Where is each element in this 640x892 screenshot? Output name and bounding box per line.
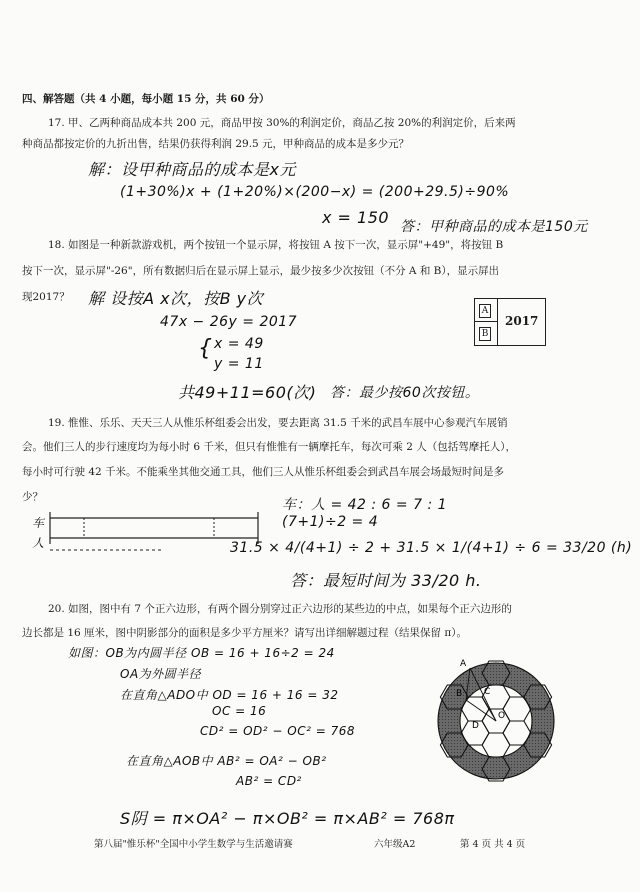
button-b: B bbox=[479, 327, 491, 341]
car-label: 车 bbox=[32, 516, 45, 530]
q20-solution-5: CD² = OD² − OC² = 768 bbox=[200, 724, 356, 738]
q18-solution-1: 解 设按A x次，按B y次 bbox=[88, 289, 264, 308]
q20-solution-7: AB² = CD² bbox=[236, 774, 302, 788]
person-label: 人 bbox=[32, 536, 45, 550]
brace: { bbox=[198, 336, 213, 361]
q20-line-1: 20. 如图，图中有 7 个正六边形，有两个圆分别穿过正六边形的某些边的中点，如果每个正六边形的 bbox=[48, 603, 512, 615]
q19-solution-3: 31.5 × 4/(4+1) ÷ 2 + 31.5 × 1/(4+1) ÷ 6 = 33/20 (h) bbox=[230, 540, 633, 556]
q17-solution-3: x = 150 bbox=[322, 208, 390, 227]
footer-grade: 六年级A2 bbox=[374, 839, 416, 850]
q20-solution-3: 在直角△ADO中 OD = 16 + 16 = 32 bbox=[120, 688, 339, 702]
label-d: D bbox=[472, 721, 479, 731]
device-button-divider bbox=[475, 321, 497, 322]
q20-line-2: 边长都是 16 厘米，图中阴影部分的面积是多少平方厘米？请写出详细解题过程（结果保留 π）。 bbox=[22, 627, 468, 639]
q18-solution-4: y = 11 bbox=[214, 356, 264, 372]
q18-solution-2: 47x − 26y = 2017 bbox=[160, 314, 298, 330]
footer-page: 第 4 页 共 4 页 bbox=[460, 839, 526, 850]
q20-solution-2: OA为外圆半径 bbox=[120, 667, 202, 681]
q19-line-4: 少？ bbox=[22, 491, 43, 503]
q17-line-1: 17. 甲、乙两种商品成本共 200 元，商品甲按 30%的利润定价，商品乙按 20%的利润定价，后来两 bbox=[48, 117, 516, 129]
hexagon-circles-figure bbox=[426, 652, 566, 790]
q19-answer: 答：最短时间为 33/20 h. bbox=[290, 571, 482, 590]
section-title: 四、解答题（共 4 小题，每小题 15 分，共 60 分） bbox=[22, 93, 270, 105]
q19-line-2: 会。他们三人的步行速度均为每小时 6 千米，但只有惟惟有一辆摩托车，每次可乘 2 人（包括驾摩托人）， bbox=[22, 441, 516, 453]
q17-solution-1: 解：设甲种商品的成本是x元 bbox=[88, 160, 296, 179]
device-divider bbox=[497, 299, 498, 345]
q17-solution-2: (1+30%)x + (1+20%)×(200−x) = (200+29.5)÷90% bbox=[120, 184, 510, 200]
q17-line-2: 种商品都按定价的九折出售，结果仍获得利润 29.5 元，甲种商品的成本是多少元？ bbox=[22, 138, 410, 150]
game-device bbox=[474, 298, 546, 346]
label-a: A bbox=[460, 659, 467, 669]
label-b: B bbox=[456, 689, 463, 699]
footer-title: 第八届"惟乐杯"全国中小学生数学与生活邀请赛 bbox=[94, 839, 293, 850]
q18-line-3: 现2017？ bbox=[22, 291, 70, 303]
q20-solution-8: S阴 = π×OA² − π×OB² = π×AB² = 768π bbox=[120, 809, 455, 828]
q18-line-2: 按下一次，显示屏"-26"，所有数据归后在显示屏上显示，最少按多少次按钮（不分 A 和 B），显示屏出 bbox=[22, 265, 500, 277]
q19-solution-2: (7+1)÷2 = 4 bbox=[282, 514, 379, 530]
q18-solution-5: 共49+11=60(次) bbox=[178, 383, 317, 402]
q20-solution-1: 如图：OB为内圆半径 OB = 16 + 16÷2 = 24 bbox=[68, 646, 335, 660]
q18-solution-3: x = 49 bbox=[214, 336, 264, 352]
q20-solution-4: OC = 16 bbox=[212, 704, 267, 718]
label-c: C bbox=[484, 687, 491, 697]
device-display: 2017 bbox=[505, 314, 539, 328]
q20-solution-6: 在直角△AOB中 AB² = OA² − OB² bbox=[126, 754, 327, 768]
q19-solution-1: 车：人 = 42 : 6 = 7 : 1 bbox=[282, 497, 448, 513]
q17-answer: 答：甲种商品的成本是150元 bbox=[400, 219, 588, 235]
q18-line-1: 18. 如图是一种新款游戏机，两个按钮一个显示屏，将按钮 A 按下一次，显示屏"+49"，将按钮 B bbox=[48, 239, 504, 251]
button-a: A bbox=[479, 304, 491, 318]
q19-line-1: 19. 惟惟、乐乐、天天三人从惟乐杯组委会出发，要去距离 31.5 千米的武昌车展中心参观汽车展销 bbox=[48, 417, 508, 429]
label-o: O bbox=[498, 711, 506, 721]
q18-answer: 答：最少按60次按钮。 bbox=[330, 385, 480, 401]
q19-line-3: 每小时可行驶 42 千米。不能乘坐其他交通工具，他们三人从惟乐杯组委会到武昌车展会场最短时间是多 bbox=[22, 466, 505, 478]
